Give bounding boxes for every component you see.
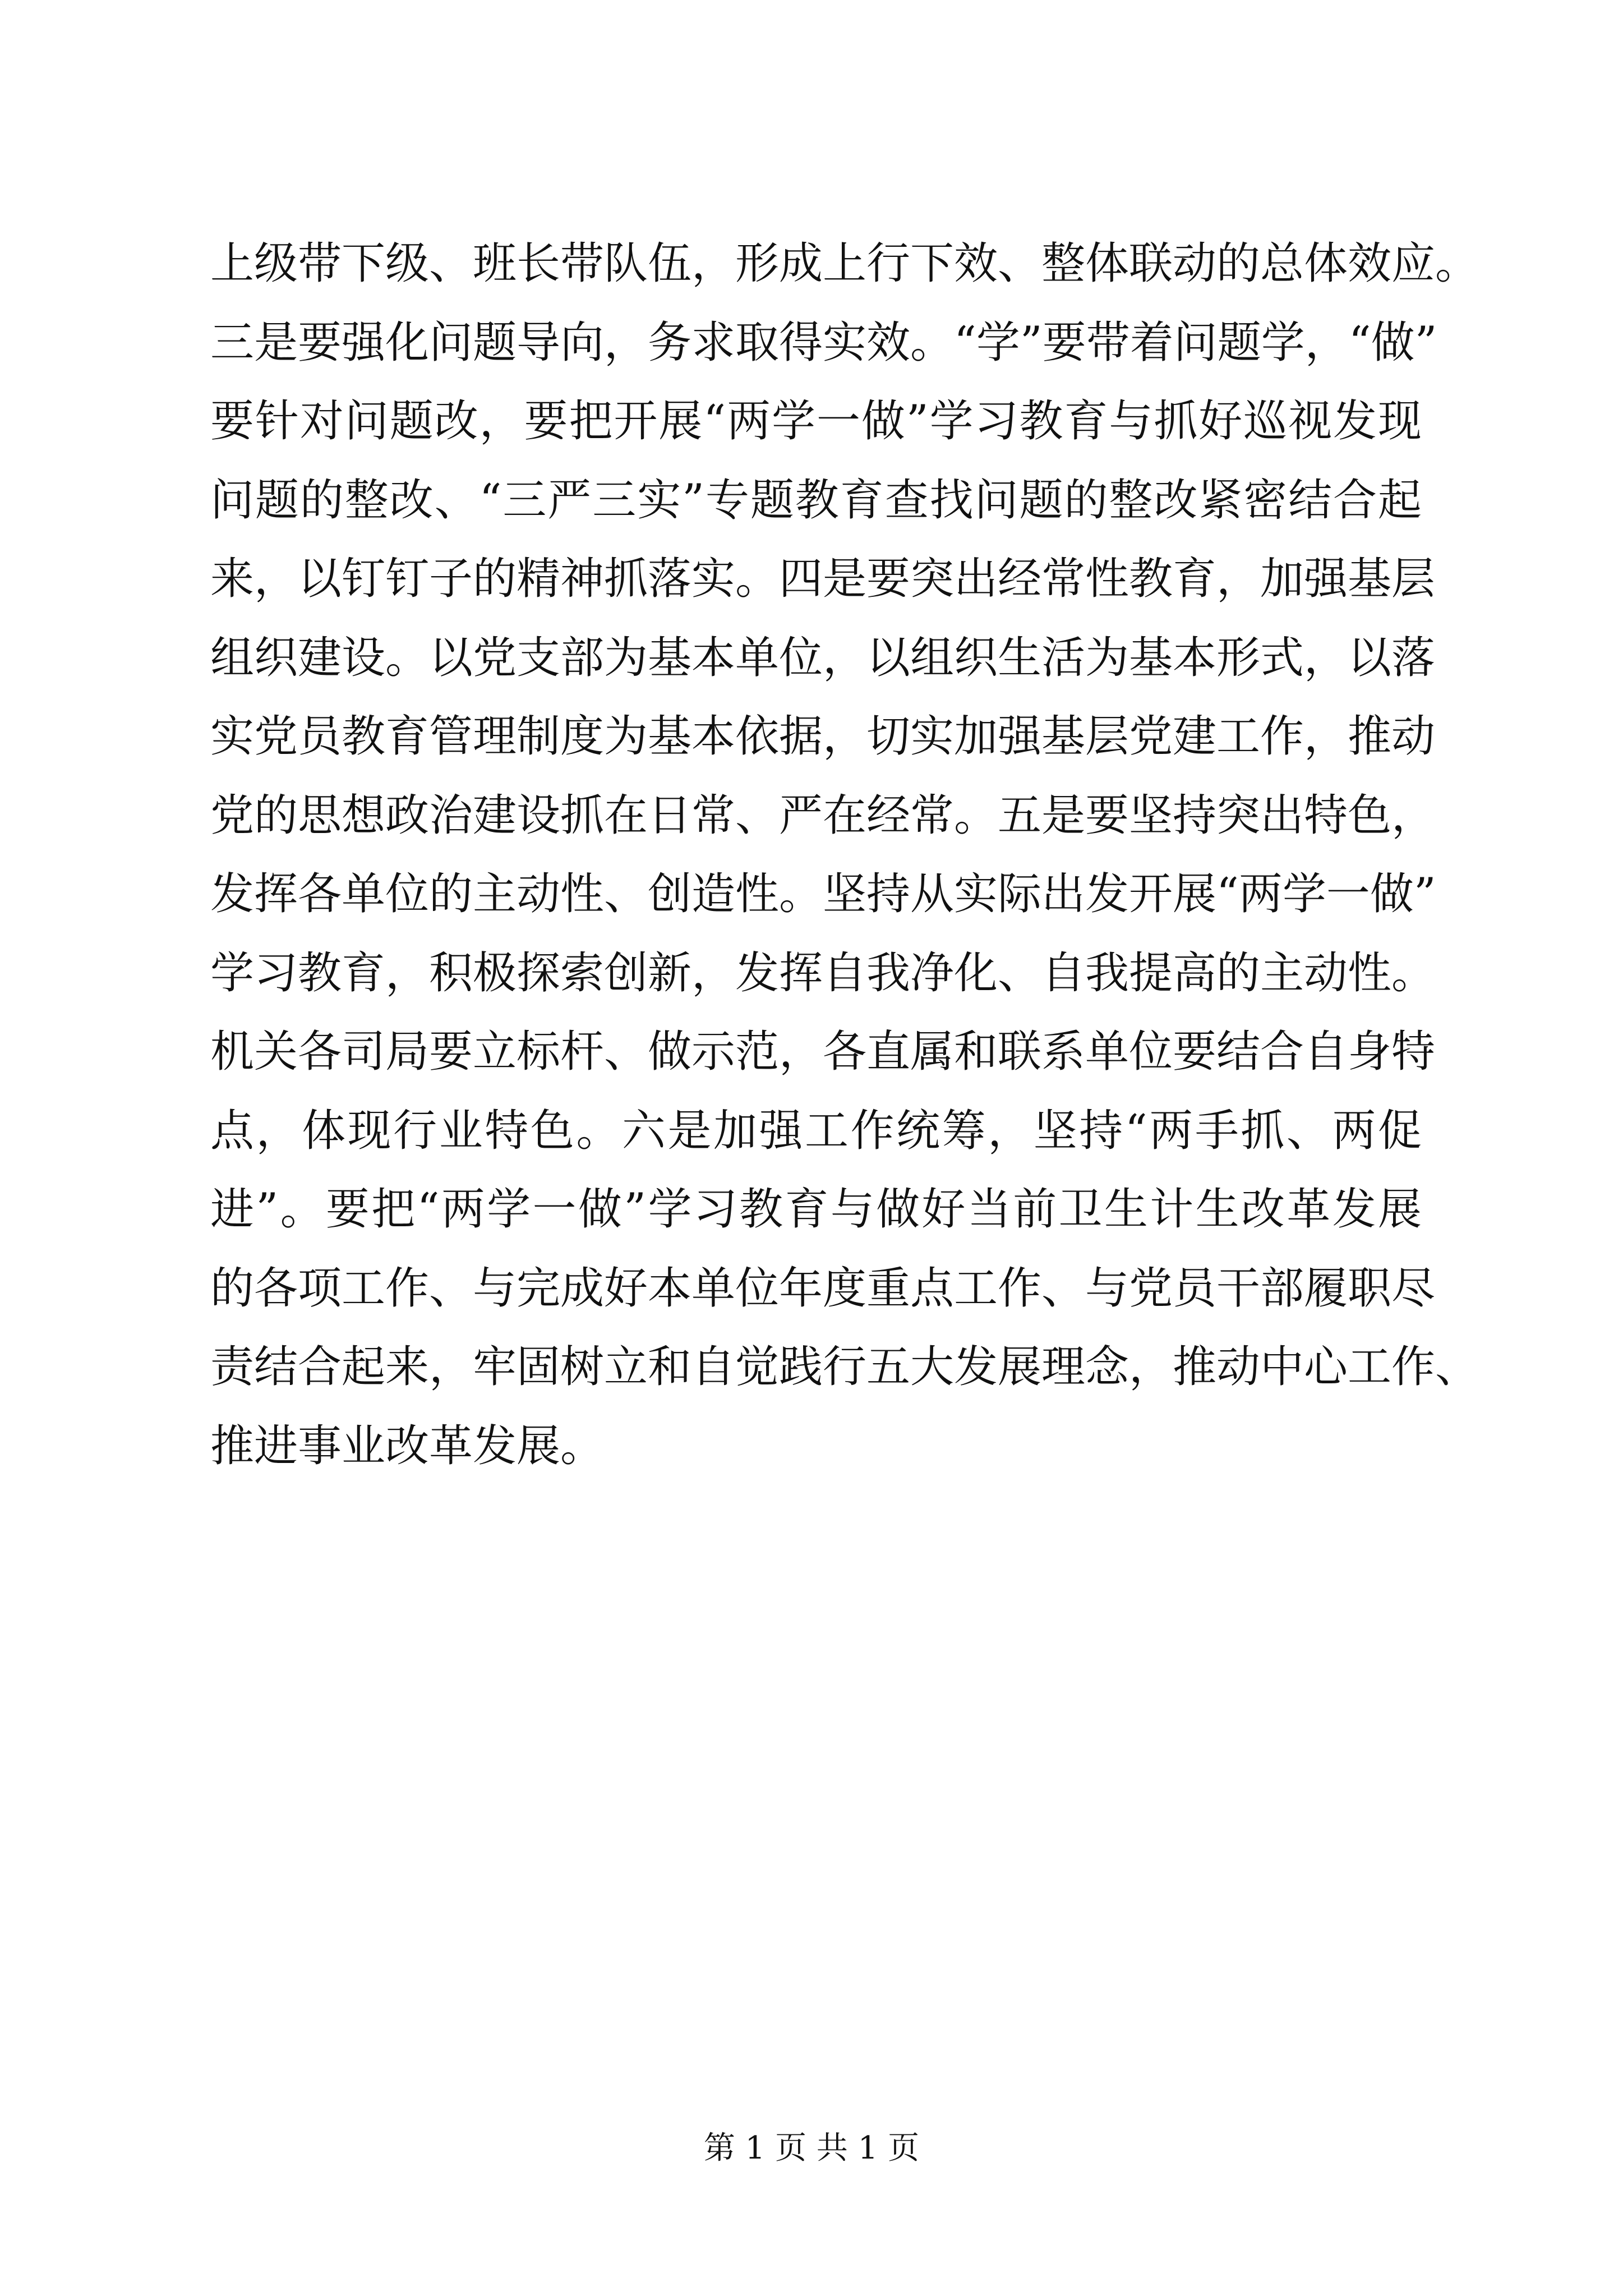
body-text xyxy=(210,224,1479,1485)
text-line-16: 推进事业改革发展。 xyxy=(210,1420,605,1471)
text-line-4: 问题的整改、“三严三实”专题教育查找问题的整改紧密结合起 xyxy=(210,475,1422,526)
text-line-6: 组织建设。以党支部为基本单位，以组织生活为基本形式，以落 xyxy=(210,632,1436,683)
text-line-1: 上级带下级、班长带队伍，形成上行下效、整体联动的总体效应。 xyxy=(210,238,1479,289)
text-line-2: 三是要强化问题导向，务求取得实效。“学”要带着问题学，“做” xyxy=(210,317,1437,368)
text-line-3: 要针对问题改，要把开展“两学一做”学习教育与抓好巡视发现 xyxy=(210,396,1422,447)
text-line-14: 的各项工作、与完成好本单位年度重点工作、与党员干部履职尽 xyxy=(210,1263,1436,1314)
text-line-5: 来，以钉钉子的精神抓落实。四是要突出经常性教育，加强基层 xyxy=(210,554,1436,604)
page-number-footer: 第 1 页 共 1 页 xyxy=(703,2130,920,2166)
text-line-9: 发挥各单位的主动性、创造性。坚持从实际出发开展“两学一做” xyxy=(210,869,1436,919)
text-line-13: 进”。要把“两学一做”学习教育与做好当前卫生计生改革发展 xyxy=(210,1184,1422,1235)
text-line-8: 党的思想政治建设抓在日常、严在经常。五是要坚持突出特色， xyxy=(210,790,1436,841)
text-line-15: 责结合起来，牢固树立和自觉践行五大发展理念，推动中心工作、 xyxy=(210,1342,1479,1392)
text-line-11: 机关各司局要立标杆、做示范，各直属和联系单位要结合自身特 xyxy=(210,1027,1436,1077)
text-line-12: 点，体现行业特色。六是加强工作统筹，坚持“两手抓、两促 xyxy=(210,1105,1422,1156)
text-line-10: 学习教育，积极探索创新，发挥自我净化、自我提高的主动性。 xyxy=(210,947,1436,999)
text-line-7: 实党员教育管理制度为基本依据，切实加强基层党建工作，推动 xyxy=(210,711,1436,762)
